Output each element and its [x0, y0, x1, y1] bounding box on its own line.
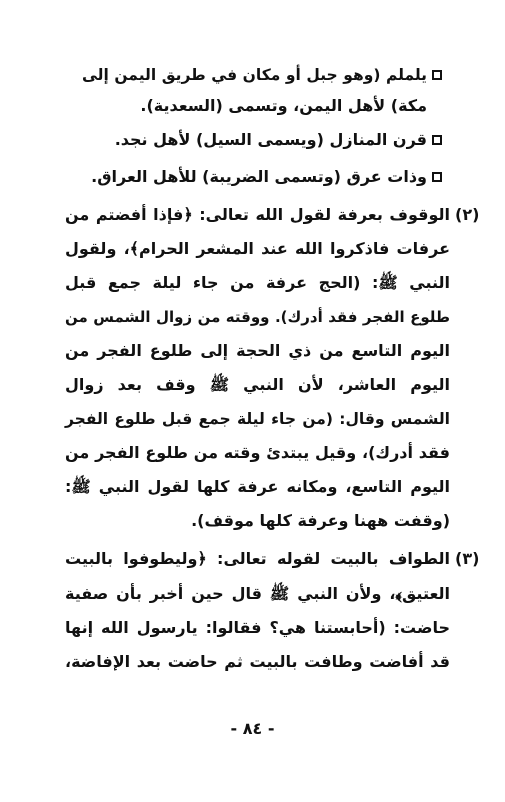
text-line: اليوم التاسع من ذي الحجة إلى طلوع الفجر من — [65, 341, 450, 360]
checkbox-bullet-icon — [432, 135, 442, 145]
text-line: اليوم التاسع، ومكانه عرفة كلها لقول النبي ﷺ: — [65, 477, 450, 496]
text-line: يلملم (وهو جبل أو مكان في طريق اليمن إلى — [82, 66, 427, 84]
text-line: النبي ﷺ: (الحج عرفة من جاء ليلة جمع قبل — [65, 273, 450, 292]
page-number: - ٨٤ - — [230, 719, 275, 738]
text-line: اليوم العاشر، لأن النبي ﷺ وقف بعد زوال — [65, 375, 450, 394]
text-line: قد أفاضت وطافت بالبيت ثم حاضت بعد الإفاضة، — [65, 652, 450, 671]
text-line: حاضت: (أحابستنا هي؟ فقالوا: يارسول الله إنها — [65, 618, 450, 637]
checkbox-bullet-icon — [432, 172, 442, 182]
checkbox-bullet-icon — [432, 70, 442, 80]
item-number: (٣) — [455, 549, 480, 568]
text-line: طلوع الفجر فقد أدرك). ووقته من زوال الشمس من — [65, 308, 450, 326]
text-line: الشمس وقال: (من جاء ليلة جمع قبل طلوع الفجر — [65, 410, 450, 428]
text-line: الطواف بالبيت لقوله تعالى: ﴿وليطوفوا بالبيت — [65, 549, 450, 568]
text-line: وذات عرق (وتسمى الضريبة) للأهل العراق. — [91, 167, 427, 186]
text-line: (وقفت ههنا وعرفة كلها موقف). — [191, 511, 450, 530]
text-line: فقد أدرك)، وقيل يبتدئ وقته من طلوع الفجر من — [65, 443, 450, 462]
item-number: (٢) — [455, 205, 480, 224]
text-line: عرفات فاذكروا الله عند المشعر الحرام﴾، ولقول — [65, 239, 450, 258]
text-line: قرن المنازل (ويسمى السيل) لأهل نجد. — [114, 130, 427, 149]
text-line: العتيق﴾، ولأن النبي ﷺ قال حين أخبر بأن صفية — [65, 584, 450, 603]
text-line: الوقوف بعرفة لقول الله تعالى: ﴿فإذا أفضتم من — [65, 205, 450, 224]
text-line: مكة) لأهل اليمن، وتسمى (السعدية). — [140, 96, 427, 115]
